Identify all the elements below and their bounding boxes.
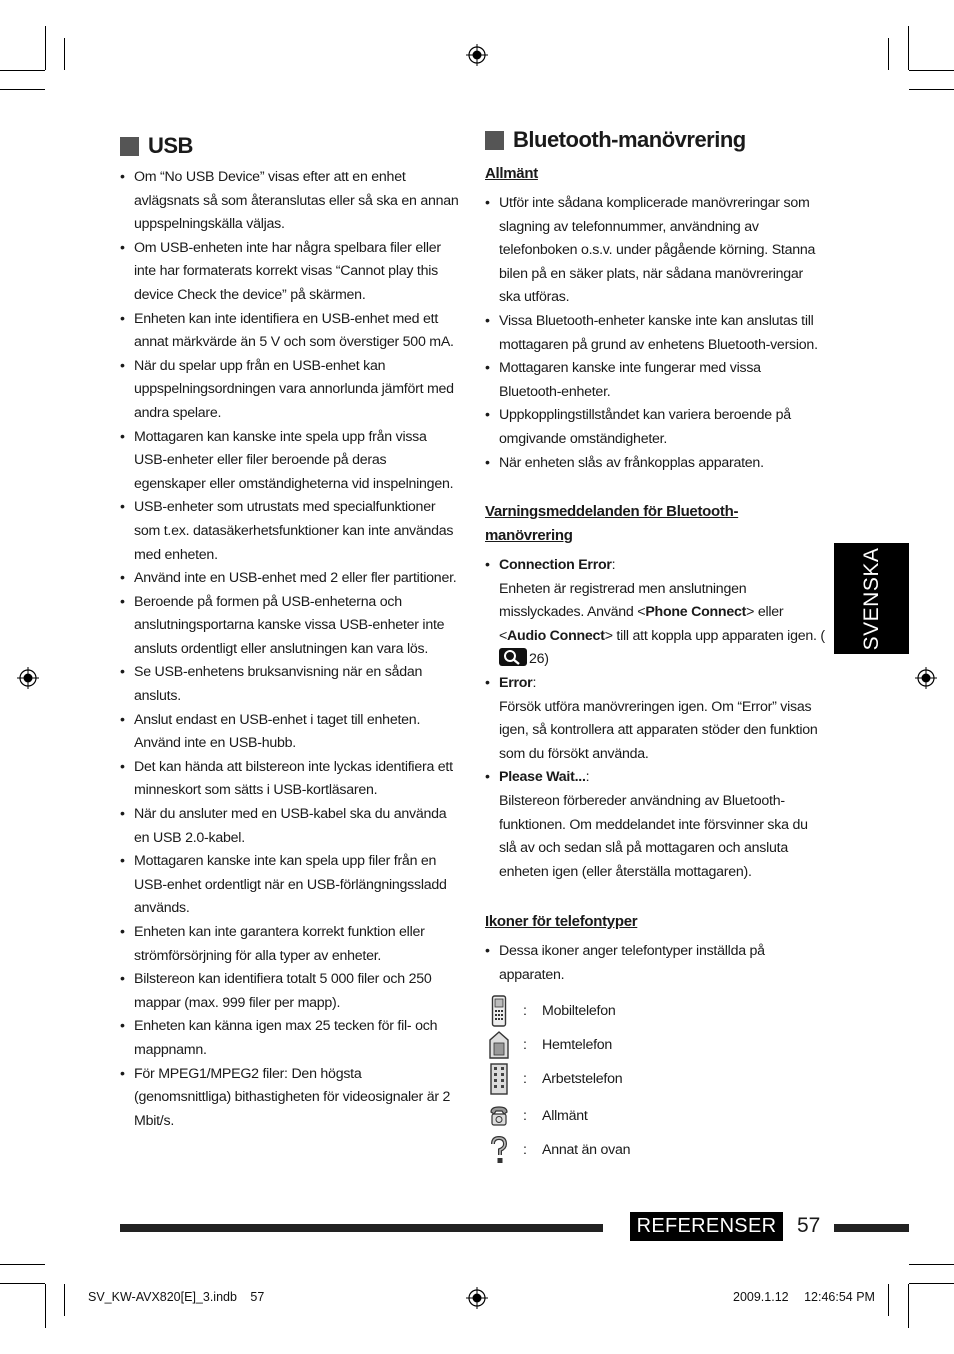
list-item-connection-error xyxy=(485,554,825,672)
print-footer-file xyxy=(88,1290,264,1304)
phone-type-row-office xyxy=(489,1062,623,1096)
connection-error-text-c: > till att koppla upp apparaten igen. ( xyxy=(604,627,825,644)
other-phone-icon xyxy=(489,1134,509,1166)
reference-page: 26) xyxy=(529,651,549,668)
please-wait-text: Bilstereon förbereder användning av Bluetooth-funktionen. Om meddelandet inte försvinner ska du slå av och sedan slå på mottagaren och ansluta enheten igen (eller återställa mottagaren). xyxy=(499,792,808,880)
usb-section-title xyxy=(120,133,193,159)
phone-connect-label: Phone Connect xyxy=(645,604,747,621)
list-item: • Vissa Bluetooth-enheter kanske inte kan anslutas till mottagaren på grund av enhetens Bluetooth-version. xyxy=(485,310,825,357)
list-item: • Mottagaren kan kanske inte spela upp från vissa USB-enheter eller filer beroende på deras egenskaper eller omständigheterna vid inspelningen. xyxy=(120,426,460,497)
warnings-heading xyxy=(485,500,825,548)
registration-mark-icon xyxy=(915,667,937,689)
icons-heading: Ikoner för telefontyper xyxy=(485,913,638,930)
footer-date: 2009.1.12 xyxy=(733,1290,789,1304)
error-text: Försök utföra manövreringen igen. Om “Error” visas igen, så kontrollera att apparaten stöder den funktion som du försökt använda. xyxy=(499,698,818,762)
section-square-icon xyxy=(120,137,139,156)
page-number: 57 xyxy=(797,1214,821,1237)
bluetooth-title-text: Bluetooth-manövrering xyxy=(513,127,746,152)
crop-mark xyxy=(888,38,889,70)
list-item: • Enheten kan inte identifiera en USB-enhet med ett annat märkvärde än 5 V och som överstiger 500 mA. xyxy=(120,308,460,355)
phone-type-row-general xyxy=(489,1099,588,1133)
warnings-heading-line2: manövrering xyxy=(485,527,573,544)
phone-type-row-home xyxy=(489,1028,613,1062)
list-item-please-wait xyxy=(485,766,825,884)
list-item: • Bilstereon kan identifiera totalt 5 000 filer och 250 mappar (max. 999 filer per mapp). xyxy=(120,968,460,1015)
general-phone-icon xyxy=(489,1100,509,1132)
term-error: Error xyxy=(499,674,533,691)
crop-mark xyxy=(64,1284,65,1316)
crop-mark xyxy=(909,89,954,90)
list-item: • Enheten kan känna igen max 25 tecken för fil- och mappnamn. xyxy=(120,1015,460,1062)
row-colon: : xyxy=(523,1108,527,1124)
list-item: • Utför inte sådana komplicerade manövreringar som slagning av telefonnummer, användning av telefonboken o.s.v. under pågående körning. Stanna bilen på en säker plats, när sådana manövreringar ska utföras. xyxy=(485,192,825,310)
list-item: • Om “No USB Device” visas efter att en enhet avlägsnats så som återanslutas eller så ska en annan uppspelningskälla väljas. xyxy=(120,166,460,237)
crop-mark xyxy=(0,70,45,71)
row-colon: : xyxy=(523,1142,527,1158)
list-item: • Mottagaren kanske inte kan spela upp filer från en USB-enhet ordentligt när en USB-förlängningssladd används. xyxy=(120,850,460,921)
registration-mark-icon xyxy=(466,44,488,66)
general-heading: Allmänt xyxy=(485,165,538,182)
list-item: • När enheten slås av frånkopplas apparaten. xyxy=(485,452,825,476)
crop-mark xyxy=(45,26,46,70)
term-colon: : xyxy=(585,769,590,786)
bluetooth-icons xyxy=(485,910,785,987)
magnifier-reference-icon xyxy=(499,648,527,666)
list-item: • Mottagaren kanske inte fungerar med vissa Bluetooth-enheter. xyxy=(485,357,825,404)
phone-type-label: Allmänt xyxy=(542,1108,588,1124)
office-phone-icon xyxy=(489,1063,509,1095)
crop-mark xyxy=(888,1284,889,1316)
phone-type-label: Mobiltelefon xyxy=(542,1003,616,1019)
footer-time: 12:46:54 PM xyxy=(804,1290,875,1304)
phone-type-label: Hemtelefon xyxy=(542,1037,613,1053)
list-item: • USB-enheter som utrustats med specialfunktioner som t.ex. datasäkerhetsfunktioner kan inte användas med enheten. xyxy=(120,496,460,567)
section-square-icon xyxy=(485,131,504,150)
language-label: SVENSKA xyxy=(859,547,883,650)
row-colon: : xyxy=(523,1071,527,1087)
bluetooth-section-title xyxy=(485,127,746,153)
list-item: • Det kan hända att bilstereon inte lyckas identifiera ett minneskort som sätts i USB-kortläsaren. xyxy=(120,756,460,803)
footer-rule-right xyxy=(834,1224,909,1232)
crop-mark xyxy=(0,89,45,90)
list-item: • Anslut endast en USB-enhet i taget till enheten. Använd inte en USB-hubb. xyxy=(120,709,460,756)
crop-mark xyxy=(909,70,954,71)
registration-mark-icon xyxy=(17,667,39,689)
list-item-error xyxy=(485,672,825,766)
crop-mark xyxy=(64,38,65,70)
warnings-list xyxy=(485,554,825,884)
connection-error-text-a: Enheten är registrerad men anslutningen misslyckades. Använd < xyxy=(499,580,747,621)
list-item: • För MPEG1/MPEG2 filer: Den högsta (genomsnittliga) bithastigheten för videosignaler är 2 Mbit/s. xyxy=(120,1063,460,1134)
phone-type-label: Annat än ovan xyxy=(542,1142,631,1158)
list-item: • När du ansluter med en USB-kabel ska du använda en USB 2.0-kabel. xyxy=(120,803,460,850)
phone-type-row-mobile xyxy=(489,994,616,1028)
warnings-heading-line1: Varningsmeddelanden för Bluetooth- xyxy=(485,503,739,520)
crop-mark xyxy=(909,1283,954,1284)
crop-mark xyxy=(0,1264,45,1265)
connection-error-text-b: > eller < xyxy=(499,604,784,644)
phone-type-row-other xyxy=(489,1133,631,1167)
term-please-wait: Please Wait... xyxy=(499,769,586,786)
mobile-phone-icon xyxy=(489,995,509,1027)
list-item: • Dessa ikoner anger telefontyper inställda på apparaten. xyxy=(485,940,785,987)
crop-mark xyxy=(908,26,909,70)
list-item: • Enheten kan inte garantera korrekt funktion eller strömförsörjning för alla typer av enheter. xyxy=(120,921,460,968)
row-colon: : xyxy=(523,1003,527,1019)
usb-title-text: USB xyxy=(148,133,193,158)
bluetooth-general xyxy=(485,162,825,475)
footer-filename: SV_KW-AVX820[E]_3.indb xyxy=(88,1290,237,1304)
icons-intro-list xyxy=(485,940,785,987)
list-item: • Beroende på formen på USB-enheterna och anslutningsportarna kanske vissa USB-enheter inte ansluts ordentligt eller anslutningen kan vara lös. xyxy=(120,591,460,662)
language-side-tab xyxy=(834,543,909,654)
crop-mark xyxy=(909,1264,954,1265)
bluetooth-warnings xyxy=(485,500,825,884)
crop-mark xyxy=(45,1284,46,1328)
usb-column xyxy=(120,166,460,1133)
footer-file-page: 57 xyxy=(250,1290,265,1304)
print-footer-date xyxy=(733,1290,875,1304)
registration-mark-icon xyxy=(466,1287,488,1309)
list-item: • Om USB-enheten inte har några spelbara filer eller inte har formaterats korrekt visas “Cannot play this device Check the device” på skärmen. xyxy=(120,237,460,308)
term-connection-error: Connection Error xyxy=(499,557,612,573)
row-colon: : xyxy=(523,1037,527,1053)
list-item: • Se USB-enhetens bruksanvisning när en sådan ansluts. xyxy=(120,661,460,708)
list-item: • När du spelar upp från en USB-enhet kan uppspelningsordningen vara annorlunda jämfört med andra spelare. xyxy=(120,355,460,426)
general-list xyxy=(485,192,825,475)
footer-rule-left xyxy=(120,1224,603,1232)
audio-connect-label: Audio Connect xyxy=(507,627,605,644)
home-phone-icon xyxy=(489,1029,509,1061)
term-colon: : xyxy=(532,674,537,691)
term-colon: : xyxy=(611,557,616,573)
crop-mark xyxy=(908,1284,909,1328)
list-item: • Använd inte en USB-enhet med 2 eller fler partitioner. xyxy=(120,567,460,591)
crop-mark xyxy=(0,1283,45,1284)
section-label: REFERENSER xyxy=(630,1212,783,1241)
usb-list xyxy=(120,166,460,1133)
phone-type-label: Arbetstelefon xyxy=(542,1071,623,1087)
list-item: • Uppkopplingstillståndet kan variera beroende på omgivande omständigheter. xyxy=(485,404,825,451)
